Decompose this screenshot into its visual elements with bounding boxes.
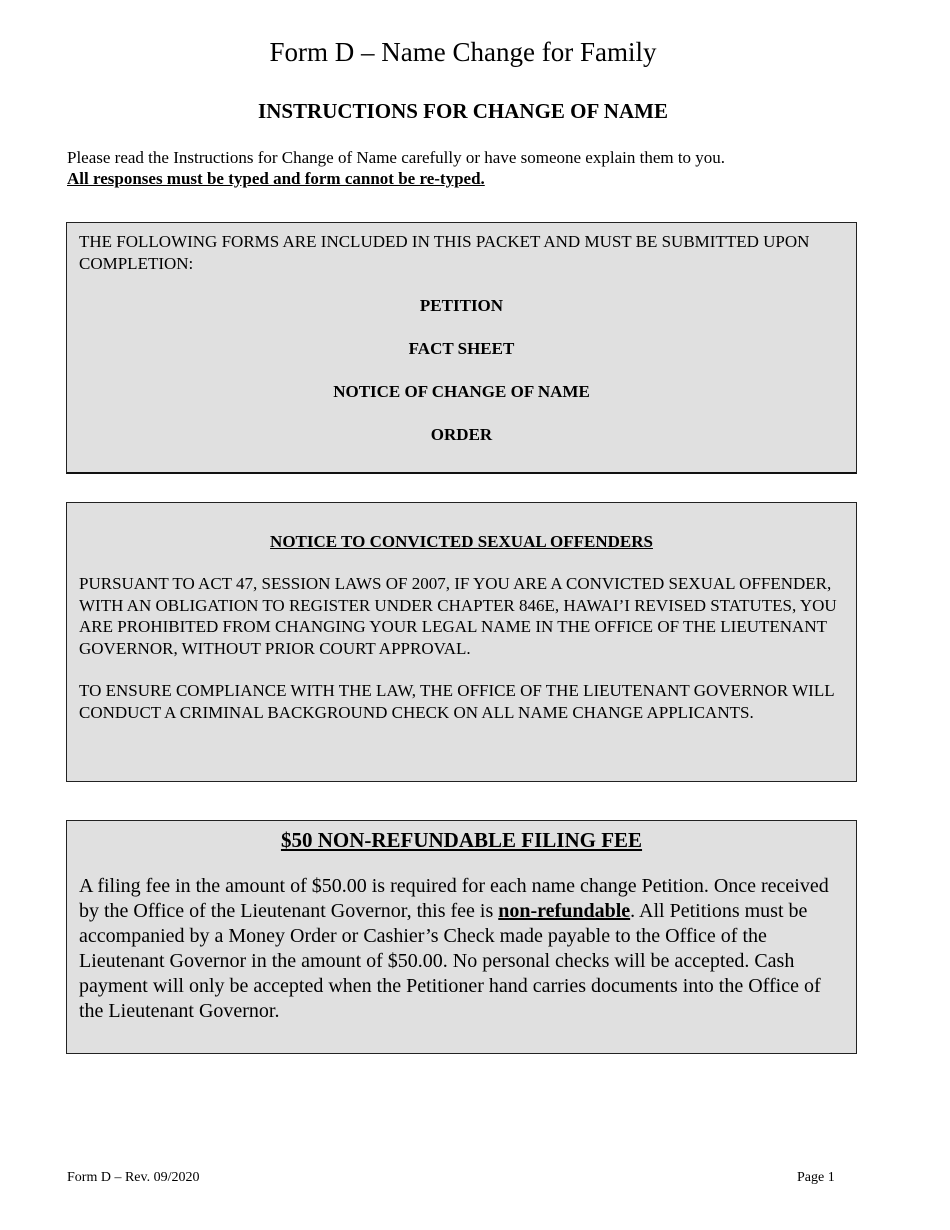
fee-text-start: A filing fee in the amount of $50.00 is required for each name change Petition. Once received by the Office of the Lieutenant Governor, this fee is (79, 875, 829, 922)
filing-fee-heading: $50 NON-REFUNDABLE FILING FEE (280, 828, 643, 852)
background-check-paragraph: TO ENSURE COMPLIANCE WITH THE LAW, THE OFFICE OF THE LIEUTENANT GOVERNOR WILL CONDUCT A CRIMINAL BACKGROUND CHECK ON ALL NAME CHANGE APPLICANTS. (79, 681, 834, 722)
offender-notice-paragraph: PURSUANT TO ACT 47, SESSION LAWS OF 2007, IF YOU ARE A CONVICTED SEXUAL OFFENDER, WITH AN OBLIGATION TO REGISTER UNDER CHAPTER 846E, HAWAI’I REVISED STATUTES, YOU ARE PROHIBITED FROM CHANGING YOUR LEGAL NAME IN THE OFFICE OF THE LIEUTENANT GOVERNOR, WITHOUT PRIOR COURT APPROVAL. (79, 574, 837, 658)
fee-text-end: . All Petitions must be accompanied by a Money Order or Cashier’s Check made payable to the Office of the Lieutenant Governor in the amount of $50.00. No personal checks will be accepted. Cash payment will only be accepted when the Petitioner hand carries documents into the Office of the Lieutenant Governor. (79, 900, 821, 1022)
instructions-heading: INSTRUCTIONS FOR CHANGE OF NAME (258, 99, 668, 123)
typed-warning: All responses must be typed and form cannot be re-typed. (67, 169, 485, 188)
form-item-notice: NOTICE OF CHANGE OF NAME (333, 382, 590, 401)
footer-revision: Form D – Rev. 09/2020 (67, 1170, 200, 1185)
included-forms-box (66, 222, 857, 474)
filing-fee-box (66, 820, 857, 1054)
form-item-order: ORDER (430, 425, 493, 444)
intro-line: Please read the Instructions for Change of Name carefully or have someone explain them to you. (67, 148, 726, 167)
offender-notice-heading: NOTICE TO CONVICTED SEXUAL OFFENDERS (270, 532, 653, 551)
intro-section (67, 147, 867, 189)
footer-page-number: Page 1 (797, 1170, 835, 1185)
form-item-fact-sheet: FACT SHEET (408, 339, 515, 358)
forms-list (79, 295, 844, 445)
offender-notice-box (66, 502, 857, 782)
form-title: Form D – Name Change for Family (269, 37, 657, 67)
included-forms-intro: THE FOLLOWING FORMS ARE INCLUDED IN THIS PACKET AND MUST BE SUBMITTED UPON COMPLETION: (79, 232, 810, 273)
non-refundable-emphasis: non-refundable (498, 900, 631, 922)
filing-fee-paragraph (79, 874, 844, 1024)
form-item-petition: PETITION (419, 296, 504, 315)
